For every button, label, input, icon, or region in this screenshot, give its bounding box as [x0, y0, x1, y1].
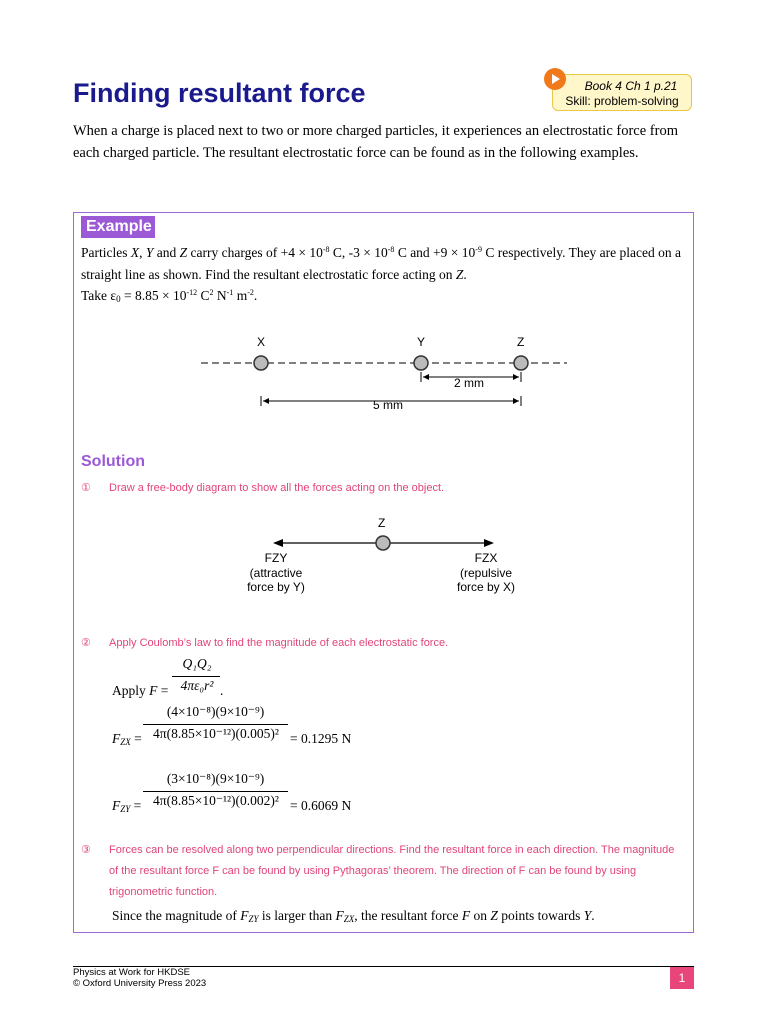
- fbd-label-z: Z: [378, 516, 386, 530]
- arrow-right: [484, 539, 494, 547]
- particle-z: [376, 536, 390, 550]
- step-2-text: Apply Coulomb’s law to find the magnitude of each electrostatic force.: [109, 637, 449, 649]
- fzy-denominator: 4π(8.85×10⁻¹²)(0.002)²: [153, 793, 279, 808]
- step-3-text: Forces can be resolved along two perpendicular directions. Find the resultant force in each direction. The magnitude of the resultant force F can be found by using Pythagoras’ theorem. The direction of F can be found by using trigonometric function.: [109, 844, 675, 898]
- fzx-desc-1: (repulsive: [459, 566, 513, 580]
- arrow-head: [513, 374, 519, 380]
- footer-publication: Physics at Work for HKDSE: [73, 967, 191, 978]
- arrow-head: [423, 374, 429, 380]
- fzx-denominator: 4π(8.85×10⁻¹²)(0.005)²: [153, 726, 279, 741]
- label-z: Z: [517, 335, 525, 349]
- fzy-lhs: $F_{ZY}$ =: [112, 798, 142, 814]
- step-1-text: Draw a free-body diagram to show all the forces acting on the object.: [109, 482, 445, 494]
- intro-paragraph: When a charge is placed next to two or more charged particles, it experiences an electrostatic force from each charged particle. The resultant electrostatic force can be found as in the following examples.: [73, 123, 678, 161]
- footer-copyright: © Oxford University Press 2023: [73, 978, 207, 989]
- formula-denominator: 4πε₀r²: [180, 678, 214, 693]
- label-y: Y: [417, 335, 426, 349]
- fzx-desc-2: force by X): [456, 580, 516, 594]
- particle-z: [514, 356, 528, 370]
- fzx-lhs: $F_{ZX}$ =: [112, 731, 142, 747]
- distance-xz: 5 mm: [373, 398, 403, 412]
- page-number: 1: [670, 967, 694, 989]
- step-3-number: ③: [81, 844, 91, 856]
- example-label: Example: [81, 216, 155, 238]
- distance-yz: 2 mm: [454, 376, 484, 390]
- footer: [73, 967, 206, 989]
- step-1-number: ①: [81, 482, 91, 494]
- reference-box: [552, 74, 692, 111]
- fzx-result: = 0.1295 N: [290, 731, 352, 746]
- particle-y: [414, 356, 428, 370]
- fzy-desc-2: force by Y): [247, 580, 305, 594]
- fzx-label: FZX: [474, 551, 498, 565]
- page-title: Finding resultant force: [73, 78, 366, 108]
- arrow-head: [263, 398, 269, 404]
- step-2-number: ②: [81, 637, 91, 649]
- formula-apply: Apply F =: [112, 683, 169, 698]
- play-icon[interactable]: [544, 68, 566, 90]
- label-x: X: [257, 335, 266, 349]
- arrow-head: [513, 398, 519, 404]
- fzy-label: FZY: [264, 551, 288, 565]
- fzx-fraction-bar: [143, 724, 288, 725]
- arrow-left: [273, 539, 283, 547]
- conclusion: Since the magnitude of $F_{ZY}$ is larger than $F_{ZX}$, the resultant force F on Z points towards Y.: [112, 908, 595, 924]
- fzy-result: = 0.6069 N: [290, 798, 352, 813]
- particle-diagram: [195, 330, 575, 420]
- free-body-diagram: [235, 512, 535, 602]
- particle-x: [254, 356, 268, 370]
- formula-period: .: [220, 683, 224, 698]
- skill-label: Skill: problem-solving: [565, 94, 679, 108]
- fzx-numerator: (4×10⁻⁸)(9×10⁻⁹): [166, 704, 265, 719]
- formula-numerator: Q₁Q₂: [182, 656, 212, 671]
- fzy-fraction-bar: [143, 791, 288, 792]
- fzy-desc-1: (attractive: [249, 566, 303, 580]
- book-reference: Book 4 Ch 1 p.21: [584, 79, 678, 93]
- formula-fraction-bar: [172, 676, 220, 677]
- solution-heading: Solution: [81, 453, 145, 470]
- problem-statement: Particles X, Y and Z carry charges of $+4 \times 10^{-8}$ C, $-3 \times 10^{-8}$ C and $+9 \times 10^{-9}$ C respectively. They are placed on a straight line as shown. Find the resultant electrostatic force acting on Z. Take $\varepsilon_0 = 8.85 \times 10^{-12}$ $C^2$ $N^{-1}$ $m^{-2}$.: [81, 245, 682, 304]
- fzy-numerator: (3×10⁻⁸)(9×10⁻⁹): [166, 771, 265, 786]
